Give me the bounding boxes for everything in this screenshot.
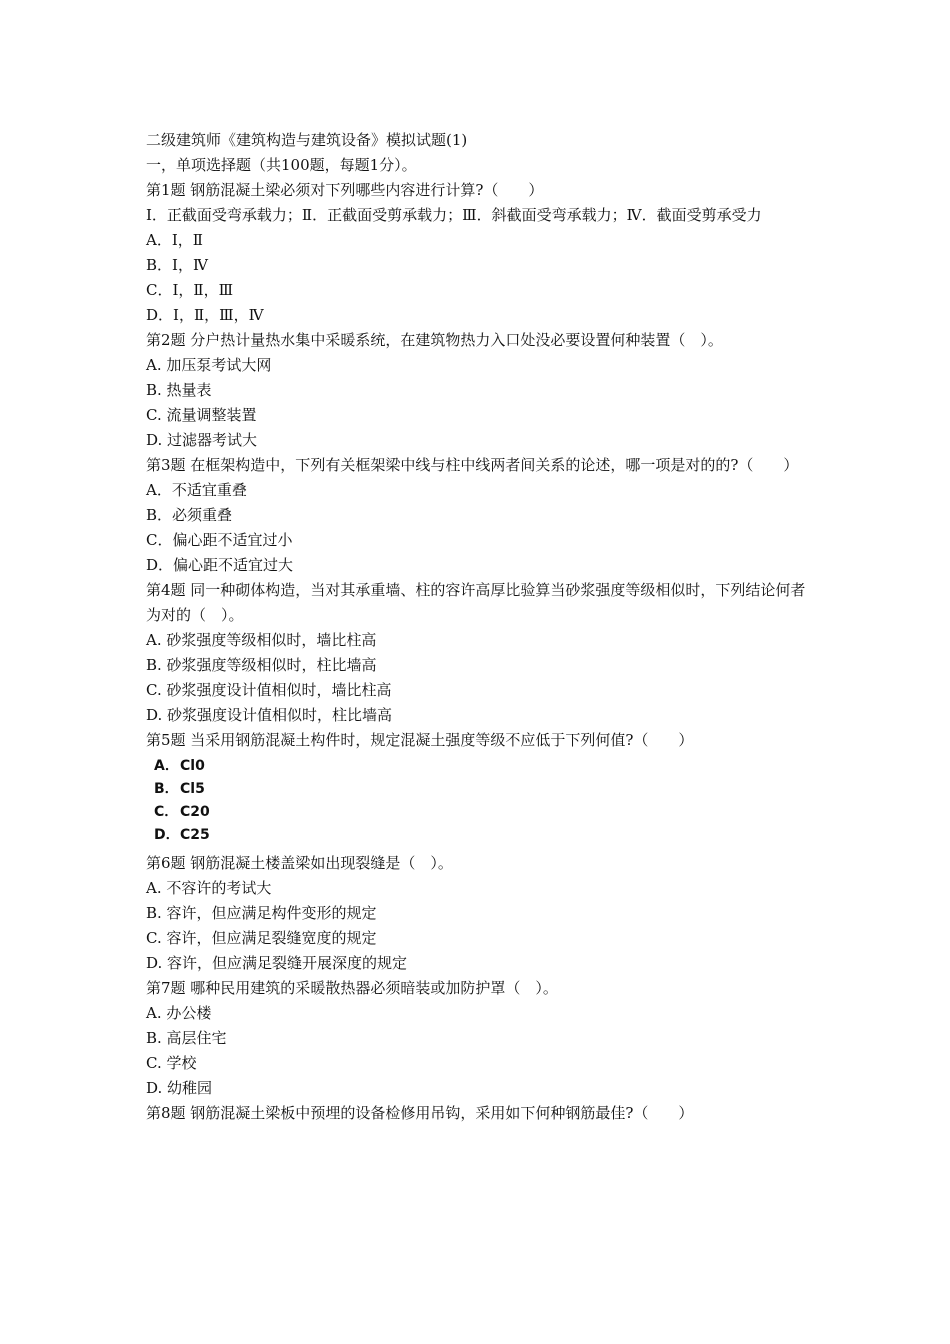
option-d: D. 过滤器考试大	[146, 431, 258, 449]
option-label: D．	[154, 827, 180, 843]
option-b: B．必须重叠	[146, 506, 233, 524]
document-page	[146, 128, 818, 1126]
question-stem: 第7题 哪种民用建筑的采暖散热器必须暗装或加防护罩（ ）。	[146, 979, 558, 997]
option-label: B．	[154, 781, 179, 797]
question-stem: 第2题 分户热计量热水集中采暖系统，在建筑物热力入口处没必要设置何种装置（ ）。	[146, 331, 723, 349]
option-value: C25	[180, 827, 210, 843]
question-4	[146, 578, 818, 728]
option-c: C．偏心距不适宜过小	[146, 531, 293, 549]
option-c	[154, 801, 818, 824]
option-value: Cl5	[180, 781, 205, 797]
document-title: 二级建筑师《建筑构造与建筑设备》模拟试题(1)	[146, 131, 468, 149]
option-c: C. 砂浆强度设计值相似时，墙比柱高	[146, 681, 392, 699]
option-value: C20	[180, 804, 210, 820]
section-heading: 一，单项选择题（共100题，每题1分）。	[146, 156, 417, 174]
option-a	[154, 755, 818, 778]
question-stem: 第6题 钢筋混凝土楼盖梁如出现裂缝是（ ）。	[146, 854, 453, 872]
option-a: A. 砂浆强度等级相似时，墙比柱高	[146, 631, 377, 649]
option-d: D．偏心距不适宜过大	[146, 556, 294, 574]
option-b: B. 容许，但应满足构件变形的规定	[146, 904, 377, 922]
question-1	[146, 178, 818, 328]
option-b: B．Ⅰ，Ⅳ	[146, 256, 208, 274]
question-5	[146, 728, 818, 847]
question-statements: I．正截面受弯承载力；Ⅱ．正截面受剪承载力；Ⅲ．斜截面受弯承载力；Ⅳ．截面受剪承受力	[146, 206, 762, 224]
option-a: A. 加压泵考试大网	[146, 356, 272, 374]
question-7	[146, 976, 818, 1101]
option-label: A．	[154, 758, 179, 774]
option-a: A. 不容许的考试大	[146, 879, 272, 897]
question-8	[146, 1101, 818, 1126]
question-2	[146, 328, 818, 453]
option-d: D．Ⅰ，Ⅱ，Ⅲ，Ⅳ	[146, 306, 264, 324]
option-image	[146, 755, 818, 847]
option-d: D. 砂浆强度设计值相似时，柱比墙高	[146, 706, 393, 724]
option-label: C．	[154, 804, 179, 820]
option-c: C. 容许，但应满足裂缝宽度的规定	[146, 929, 377, 947]
question-stem: 第3题 在框架构造中，下列有关框架梁中线与柱中线两者间关系的论述，哪一项是对的的?（ ）	[146, 456, 799, 474]
option-a: A. 办公楼	[146, 1004, 212, 1022]
option-value: Cl0	[180, 758, 205, 774]
option-d: D. 幼稚园	[146, 1079, 213, 1097]
option-b: B. 热量表	[146, 381, 212, 399]
question-stem: 第1题 钢筋混凝土梁必须对下列哪些内容进行计算?（ ）	[146, 181, 544, 199]
option-c: C. 流量调整装置	[146, 406, 257, 424]
option-b	[154, 778, 818, 801]
option-d: D. 容许，但应满足裂缝开展深度的规定	[146, 954, 408, 972]
option-c: C．Ⅰ，Ⅱ，Ⅲ	[146, 281, 234, 299]
option-d	[154, 824, 818, 847]
question-stem: 第8题 钢筋混凝土梁板中预埋的设备检修用吊钩，采用如下何种钢筋最佳?（ ）	[146, 1104, 694, 1122]
question-3	[146, 453, 818, 578]
option-b: B. 高层住宅	[146, 1029, 227, 1047]
question-stem: 第4题 同一种砌体构造，当对其承重墙、柱的容许高厚比验算当砂浆强度等级相似时，下列结论何者为对的（ ）。	[146, 581, 806, 624]
question-stem: 第5题 当采用钢筋混凝土构件时，规定混凝土强度等级不应低于下列何值?（ ）	[146, 731, 694, 749]
question-6	[146, 851, 818, 976]
option-c: C. 学校	[146, 1054, 197, 1072]
option-b: B. 砂浆强度等级相似时，柱比墙高	[146, 656, 377, 674]
option-a: A．Ⅰ，Ⅱ	[146, 231, 203, 249]
option-a: A．不适宜重叠	[146, 481, 247, 499]
